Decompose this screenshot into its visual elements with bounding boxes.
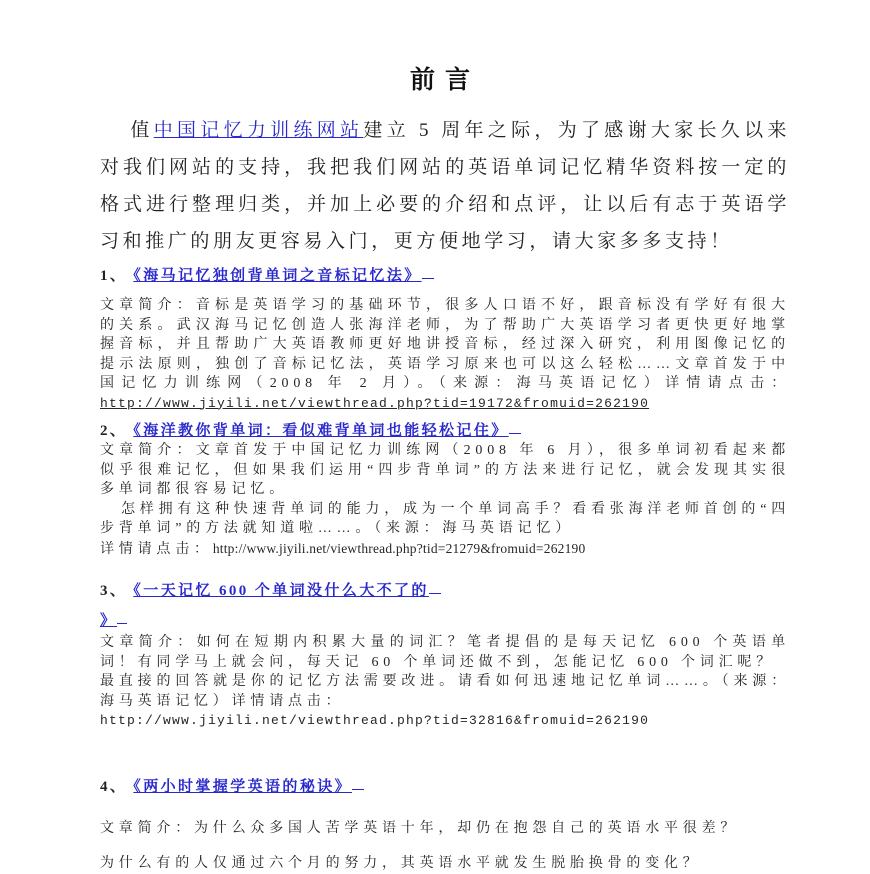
article-4 <box>100 777 790 874</box>
article-1-title-link[interactable]: 《海马记忆独创背单词之音标记忆法》 <box>133 268 433 284</box>
article-4-paragraph-2: 为什么有的人仅通过六个月的努力，其英语水平就发生脱胎换骨的变化？ <box>100 856 702 871</box>
article-2-url-label: 详情请点击： <box>100 541 213 557</box>
article-2-paragraph-2: 怎样拥有这种快速背单词的能力，成为一个单词高手？看看张海洋老师首创的“四步背单词”的方法就知道啦……。（来源：海马英语记忆） <box>100 501 791 536</box>
article-1-intro <box>100 296 790 413</box>
page-title: 前言 <box>409 67 480 94</box>
article-3-intro: 文章简介：如何在短期内积累大量的词汇？笔者提倡的是每天记忆 600 个英语单词！有同学马上就会问，每天记 60 个单词还做不到，怎能记忆 600 个词汇呢？ <box>100 635 790 670</box>
article-2-title-link[interactable]: 《海洋教你背单词：看似难背单词也能轻松记住》 <box>133 423 520 439</box>
article-2-heading <box>100 421 790 441</box>
article-3-number: 3、 <box>100 583 128 599</box>
article-1-url-link[interactable]: http://www.jiyili.net/viewthread.php?tid=19172&fromuid=262190 <box>100 395 650 411</box>
article-2-number: 2、 <box>100 423 128 439</box>
article-3-paragraph-2: 最直接的回答就是你的记忆方法需要改进。请看如何迅速地记忆单词……。（来源：海马英语记忆）详情请点击： <box>100 674 790 709</box>
article-3-title-link-close[interactable]: 》 <box>100 613 127 629</box>
article-1-heading <box>100 266 790 286</box>
article-4-intro: 文章简介：为什么众多国人苦学英语十年，却仍在抱怨自己的英语水平很差？ <box>100 820 740 836</box>
intro-prefix: 值 <box>130 120 154 141</box>
article-4-title-link[interactable]: 《两小时掌握学英语的秘诀》 <box>133 779 364 795</box>
article-3-url-text: http://www.jiyili.net/viewthread.php?tid=32816&fromuid=262190 <box>100 713 650 728</box>
article-2-url-text: http://www.jiyili.net/viewthread.php?tid=21279&fromuid=262190 <box>212 540 586 556</box>
article-2-intro: 文章简介：文章首发于中国记忆力训练网（2008 年 6 月），很多单词初看起来都似乎很难记忆，但如果我们运用“四步背单词”的方法来进行记忆，就会发现其实很多单词都很容易记忆。 <box>100 443 790 497</box>
article-3-heading-line2 <box>100 611 790 631</box>
intro-rest: 建立 5 周年之际，为了感谢大家长久以来对我们网站的支持，我把我们网站的英语单词记忆精华资料按一定的格式进行整理归类，并加上必要的介绍和点评，让以后有志于英语学习和推广的朋友更容易入门，更方便地学习，请大家多多支持！ <box>100 120 790 252</box>
article-3-title-link[interactable]: 《一天记忆 600 个单词没什么大不了的 <box>133 583 441 599</box>
article-4-heading <box>100 777 790 797</box>
article-3 <box>100 581 790 731</box>
intro-paragraph <box>100 112 790 260</box>
article-2 <box>100 421 790 559</box>
article-3-heading <box>100 581 790 601</box>
article-1 <box>100 266 790 413</box>
article-1-intro-text: 文章简介：音标是英语学习的基础环节，很多人口语不好，跟音标没有学好有很大的关系。武汉海马记忆创造人张海洋老师，为了帮助广大英语学习者更快更好地掌握音标，并且帮助广大英语教师更好地讲授音标，经过深入研究，利用图像记忆的提示法原则，独创了音标记忆法，英语学习原来也可以这么轻松……文章首发于中国记忆力训练网（2008 年 2 月）。（来源：海马英语记忆）详情请点击： <box>100 298 790 391</box>
article-4-number: 4、 <box>100 778 128 795</box>
article-2-url-line <box>100 539 790 560</box>
link-memory-training-site[interactable]: 中国记忆力训练网站 <box>153 120 364 141</box>
article-1-number: 1、 <box>100 268 128 284</box>
